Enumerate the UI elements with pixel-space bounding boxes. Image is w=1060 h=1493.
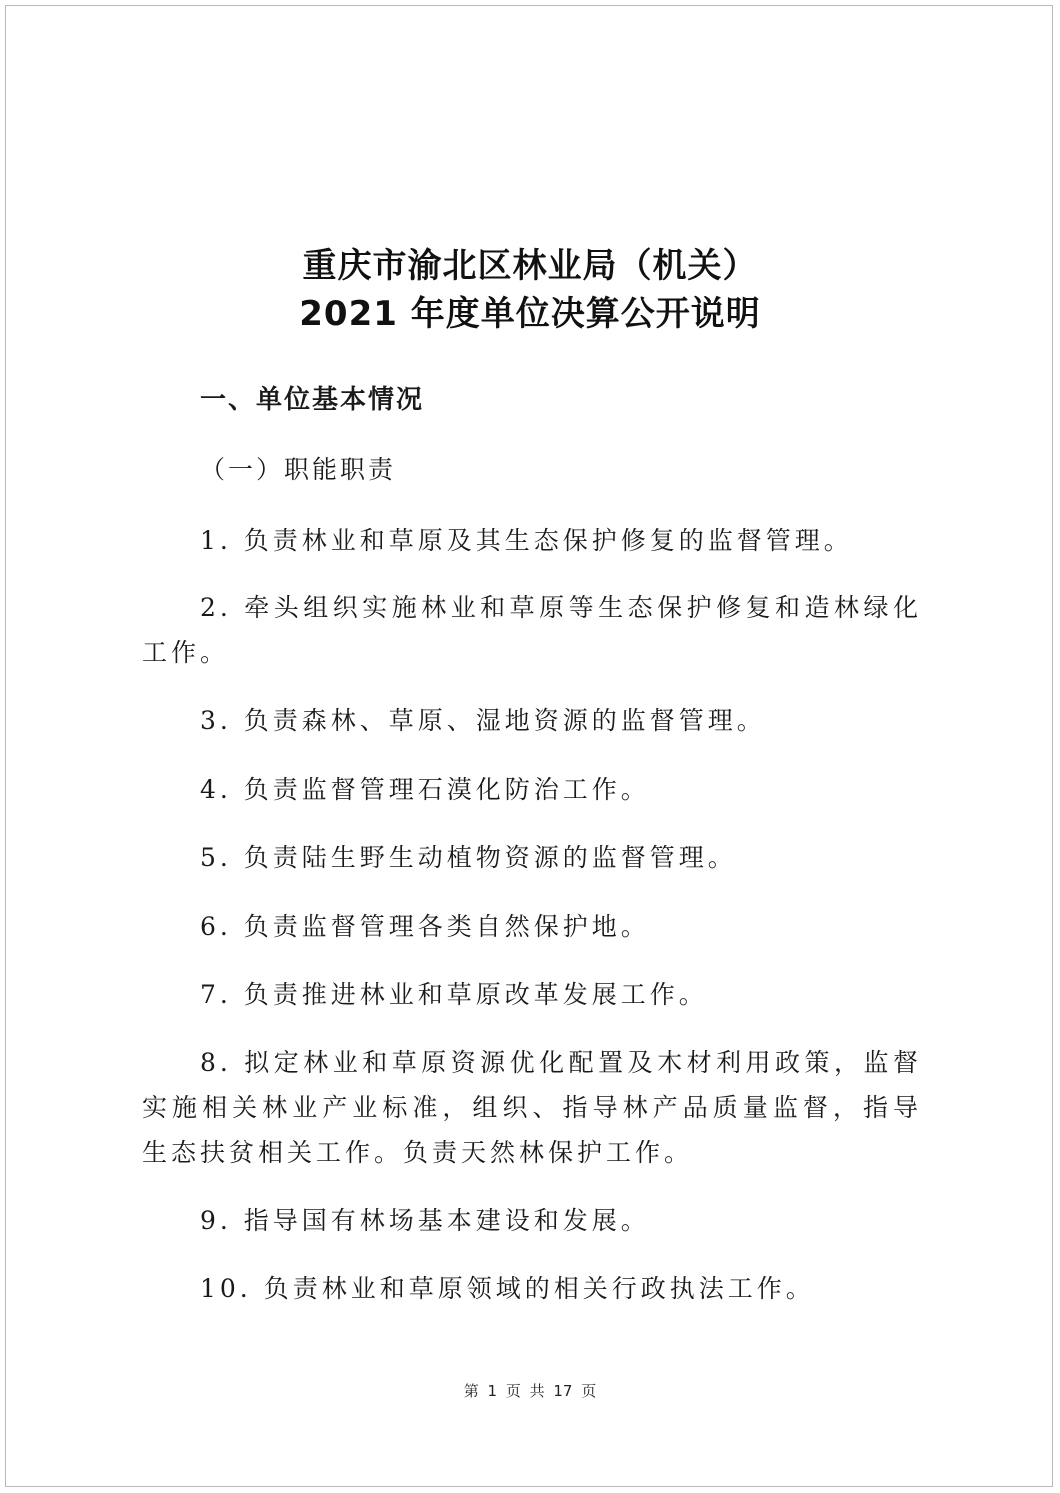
page-footer: 第 1 页 共 17 页 — [463, 1382, 597, 1400]
duty-item-4: 4. 负责监督管理石漠化防治工作。 — [200, 775, 650, 804]
duty-item-3: 3. 负责森林、草原、湿地资源的监督管理。 — [200, 706, 766, 735]
title-line-1: 重庆市渝北区林业局（机关） — [302, 246, 758, 286]
duty-item-10: 10. 负责林业和草原领域的相关行政执法工作。 — [200, 1274, 815, 1303]
title-line-2: 2021 年度单位决算公开说明 — [299, 294, 761, 334]
duty-item-9: 9. 指导国有林场基本建设和发展。 — [200, 1206, 650, 1235]
duty-item-8: 8. 拟定林业和草原资源优化配置及木材利用政策，监督实施相关林业产业标准，组织、指导林产品质量监督，指导生态扶贫相关工作。负责天然林保护工作。 — [142, 1048, 922, 1167]
document-page — [5, 5, 1053, 1487]
document-title — [0, 242, 1060, 338]
section-heading: 一、单位基本情况 — [200, 385, 425, 415]
duty-item-6: 6. 负责监督管理各类自然保护地。 — [200, 912, 650, 941]
subsection-heading: （一）职能职责 — [200, 455, 397, 484]
duty-item-5: 5. 负责陆生野生动植物资源的监督管理。 — [200, 843, 737, 872]
duty-item-1: 1. 负责林业和草原及其生态保护修复的监督管理。 — [200, 526, 853, 555]
duty-item-2: 2. 牵头组织实施林业和草原等生态保护修复和造林绿化工作。 — [142, 593, 922, 667]
duty-item-7: 7. 负责推进林业和草原改革发展工作。 — [200, 980, 708, 1009]
